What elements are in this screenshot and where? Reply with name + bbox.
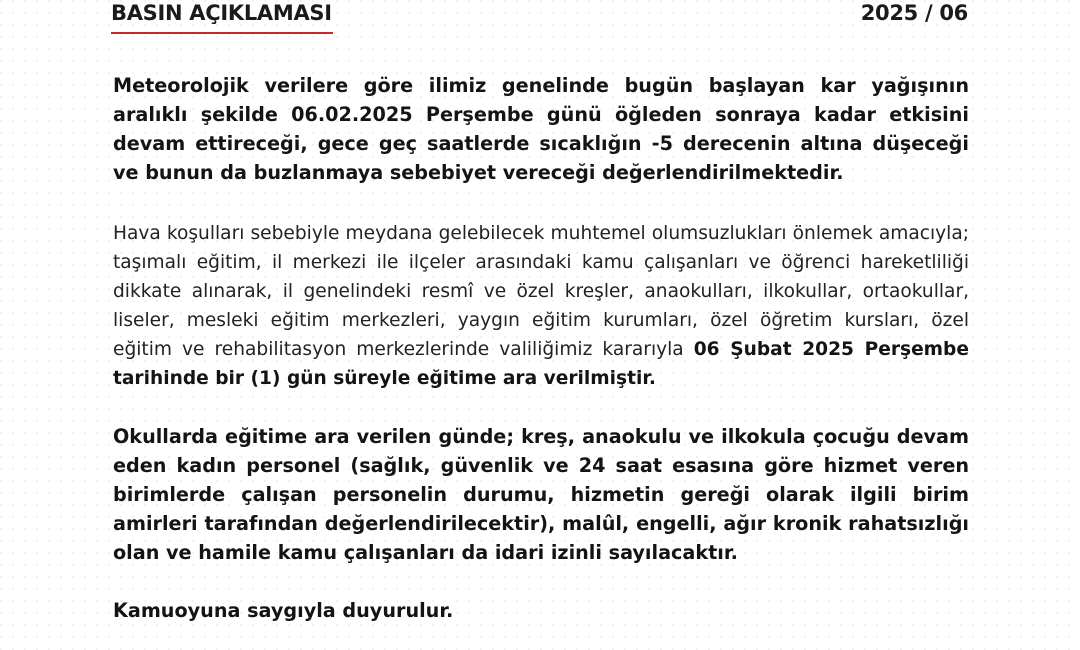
paragraph-administrative-leave: Okullarda eğitime ara verilen günde; kreş, anaokulu ve ilkokula çocuğu devam eden kadın personel (sağlık, güvenlik ve 24 saat esasına göre hizmet veren birimlerde çalışan personelin durumu, hizmetin gereği olarak ilgili birim amirleri tarafından değerlendirilecektir), malûl, engelli, ağır kronik rahatsızlığı olan ve hamile kamu çalışanları da idari izinli sayılacaktır. [113,425,969,564]
paragraph-closing: Kamuoyuna saygıyla duyurulur. [113,599,454,622]
document-title: BASIN AÇIKLAMASI [111,1,332,25]
paragraph-weather-forecast: Meteorolojik verilere göre ilimiz genelinde bugün başlayan kar yağışının aralıklı şekilde 06.02.2025 Perşembe günü öğleden sonraya kadar etkisini devam ettireceği, gece geç saatlerde sıcaklığın -5 derecenin altına düşeceği ve bunun da buzlanmaya sebebiyet vereceği değerlendirilmektedir. [113,74,969,184]
title-underline [111,32,333,34]
closure-date-text: 06 Şubat 2025 Perşembe tarihinde bir (1) gün süreyle eğitime ara verilmiştir. [113,339,969,389]
closure-details-text: Hava koşulları sebebiyle meydana gelebilecek muhtemel olumsuzlukları önlemek amacıyla; taşımalı eğitim, il merkezi ile ilçeler arasındaki kamu çalışanları ve öğrenci hareketliliği dikkate alınarak, il genelindeki resmî ve özel kreşler, anaokulları, ilkokullar, ortaokullar, liseler, mesleki eğitim merkezleri, yaygın eğitim kurumları, özel öğretim kursları, özel eğitim ve rehabilitasyon merkezlerinde valiliğimiz kararıyla [113,223,969,360]
paragraph-school-closure [113,219,969,393]
document-number: 2025 / 06 [860,1,968,25]
